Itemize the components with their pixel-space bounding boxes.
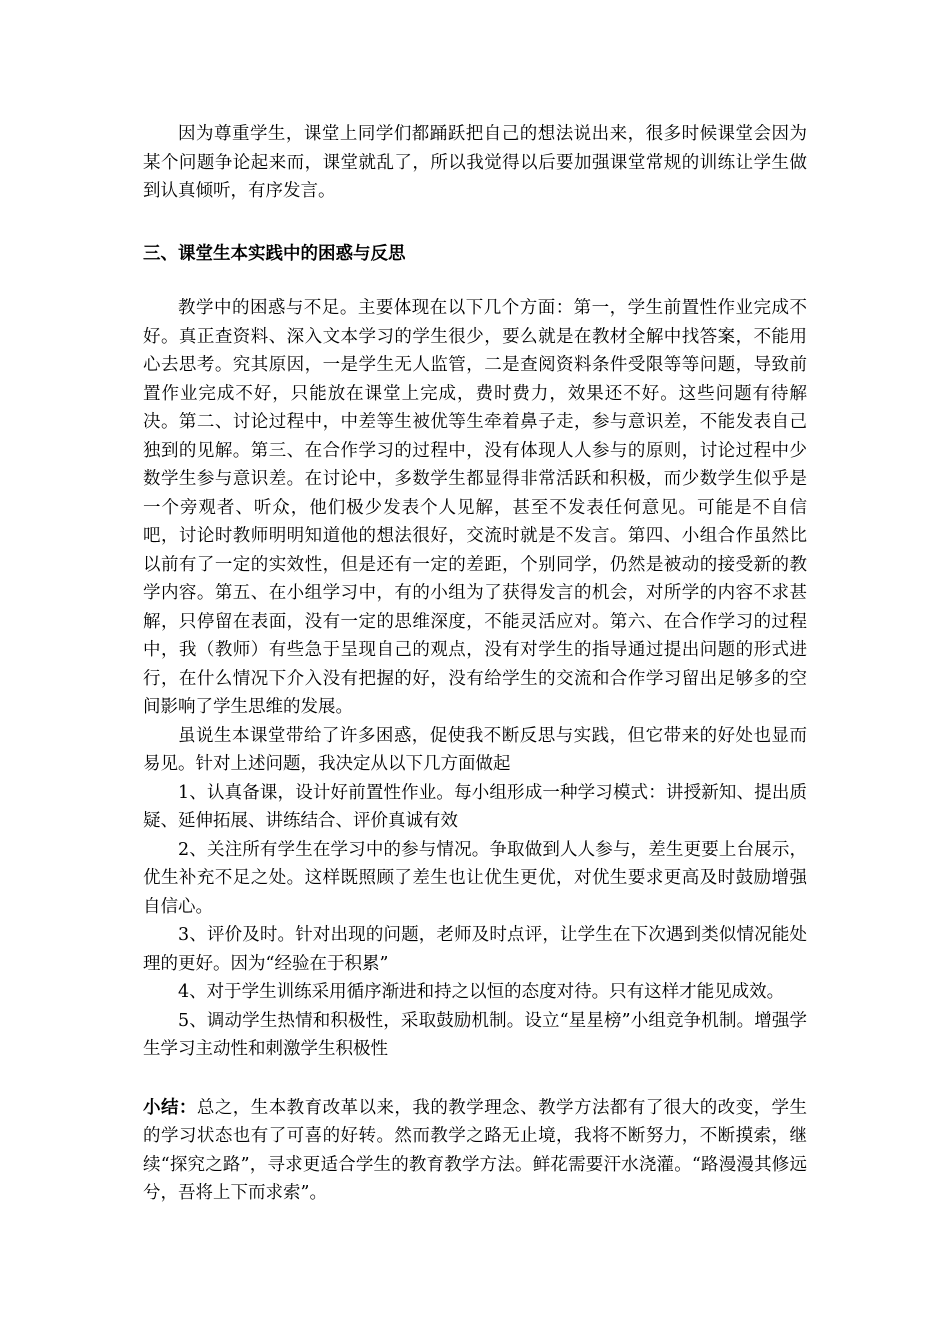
reflection-paragraph: 教学中的困惑与不足。主要体现在以下几个方面：第一，学生前置性作业完成不好。真正查资料、深入文本学习的学生很少，要么就是在教材全解中找答案，不能用心去思考。究其原因，一是学生无人监管，二是查阅资料条件受限等等问题，导致前置作业完成不好，只能放在课堂上完成，费时费力，效果还不好。这些问题有待解决。第二、讨论过程中，中差等生被优等生牵着鼻子走，参与意识差，不能发表自己独到的见解。第三、在合作学习的过程中，没有体现人人参与的原则，讨论过程中少数学生参与意识差。在讨论中，多数学生都显得非常活跃和积极，而少数学生似乎是一个旁观者、听众，他们极少发表个人见解，甚至不发表任何意见。可能是不自信吧，讨论时教师明明知道他的想法很好，交流时就是不发言。第四、小组合作虽然比以前有了一定的实效性，但是还有一定的差距，个别同学，仍然是被动的接受新的教学内容。第五、在小组学习中，有的小组为了获得发言的机会，对所学的内容不求甚解，只停留在表面，没有一定的思维深度，不能灵活应对。第六、在合作学习的过程中，我（教师）有些急于呈现自己的观点，没有对学生的指导通过提出问题的形式进行，在什么情况下介入没有把握的好，没有给学生的交流和合作学习留出足够多的空间影响了学生思维的发展。 bbox=[143, 298, 807, 717]
summary-text: 总之，生本教育改革以来，我的教学理念、教学方法都有了很大的改变，学生的学习状态也有了可喜的好转。然而教学之路无止境，我将不断努力，不断摸索，继续“探究之路”，寻求更适合学生的教育教学方法。鲜花需要汗水浇灌。“路漫漫其修远兮，吾将上下而求索”。 bbox=[143, 1097, 807, 1203]
summary-paragraph bbox=[143, 1094, 807, 1208]
plan-intro-paragraph: 虽说生本课堂带给了许多困惑，促使我不断反思与实践，但它带来的好处也显而易见。针对上述问题，我决定从以下几方面做起 bbox=[143, 725, 807, 774]
plan-item-4: 4、对于学生训练采用循序渐进和持之以恒的态度对待。只有这样才能见成效。 bbox=[178, 982, 785, 1002]
plan-item-3: 3、评价及时。针对出现的问题，老师及时点评，让学生在下次遇到类似情况能处理的更好。因为“经验在于积累” bbox=[143, 925, 807, 974]
summary-label: 小结： bbox=[143, 1097, 197, 1118]
plan-item-2: 2、关注所有学生在学习中的参与情况。争取做到人人参与，差生更要上台展示，优生补充不足之处。这样既照顾了差生也让优生更优，对优生要求更高及时鼓励增强自信心。 bbox=[143, 839, 807, 917]
section-3-heading: 三、课堂生本实践中的困惑与反思 bbox=[143, 243, 406, 264]
document-page bbox=[143, 120, 807, 1208]
intro-paragraph: 因为尊重学生，课堂上同学们都踊跃把自己的想法说出来，很多时候课堂会因为某个问题争论起来而，课堂就乱了，所以我觉得以后要加强课堂常规的训练让学生做到认真倾听，有序发言。 bbox=[143, 124, 807, 201]
plan-item-5: 5、调动学生热情和积极性，采取鼓励机制。设立“星星榜”小组竞争机制。增强学生学习主动性和刺激学生积极性 bbox=[143, 1010, 807, 1059]
plan-item-1: 1、认真备课，设计好前置性作业。每小组形成一种学习模式：讲授新知、提出质疑、延伸拓展、讲练结合、评价真诚有效 bbox=[143, 782, 807, 831]
